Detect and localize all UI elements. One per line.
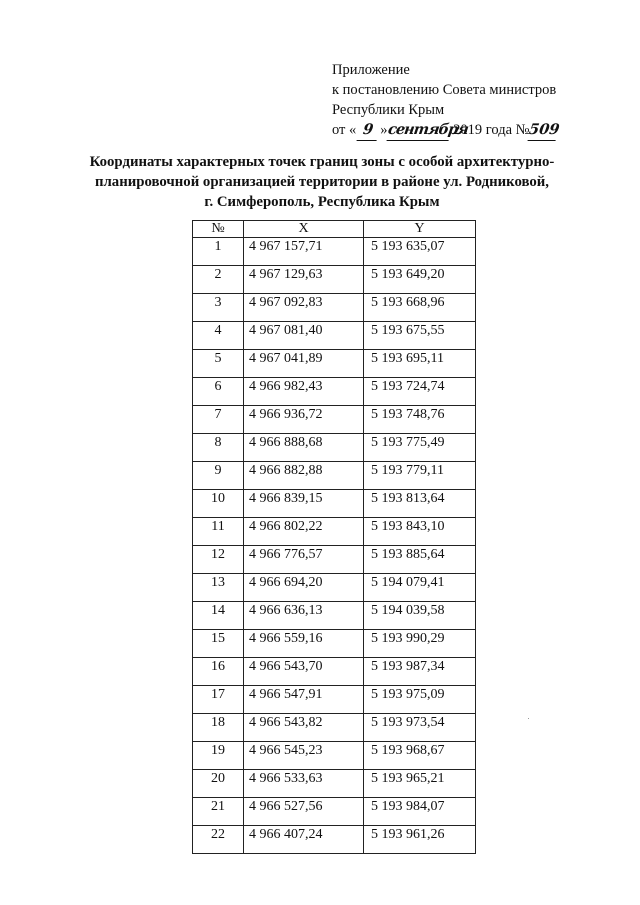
table-row [193, 266, 476, 294]
handwritten-month: сентября [386, 120, 451, 141]
coord-y: 5 194 039,58 [364, 602, 476, 630]
coord-y: 5 193 973,54 [364, 714, 476, 742]
table-row [193, 294, 476, 322]
coord-x: 4 966 636,13 [244, 602, 364, 630]
point-number: 16 [193, 658, 244, 686]
table-row [193, 770, 476, 798]
table-row [193, 462, 476, 490]
coord-x: 4 967 092,83 [244, 294, 364, 322]
coord-x: 4 966 527,56 [244, 798, 364, 826]
coord-y: 5 193 968,67 [364, 742, 476, 770]
coord-y: 5 193 961,26 [364, 826, 476, 854]
coord-x: 4 966 936,72 [244, 406, 364, 434]
table-row [193, 434, 476, 462]
table-row [193, 630, 476, 658]
point-number: 10 [193, 490, 244, 518]
table-row [193, 742, 476, 770]
coord-y: 5 193 843,10 [364, 518, 476, 546]
scan-speck [528, 718, 529, 719]
point-number: 14 [193, 602, 244, 630]
coord-y: 5 193 724,74 [364, 378, 476, 406]
coord-y: 5 193 695,11 [364, 350, 476, 378]
handwritten-day: 9 [357, 120, 380, 141]
coord-x: 4 966 802,22 [244, 518, 364, 546]
point-number: 17 [193, 686, 244, 714]
point-number: 7 [193, 406, 244, 434]
date-line [332, 120, 562, 141]
point-number: 20 [193, 770, 244, 798]
header-number: № [193, 221, 244, 238]
resolution-reference: к постановлению Совета министров [332, 82, 557, 98]
table-body [193, 238, 476, 854]
coord-x: 4 967 157,71 [244, 238, 364, 266]
document-title [40, 152, 604, 212]
table-row [193, 658, 476, 686]
point-number: 2 [193, 266, 244, 294]
coord-x: 4 967 129,63 [244, 266, 364, 294]
point-number: 18 [193, 714, 244, 742]
table-row [193, 350, 476, 378]
table-row [193, 714, 476, 742]
table-row [193, 518, 476, 546]
coord-y: 5 193 975,09 [364, 686, 476, 714]
coord-x: 4 966 547,91 [244, 686, 364, 714]
point-number: 12 [193, 546, 244, 574]
table-header-row [193, 221, 476, 238]
coord-y: 5 193 965,21 [364, 770, 476, 798]
table-row [193, 826, 476, 854]
point-number: 21 [193, 798, 244, 826]
coord-x: 4 966 776,57 [244, 546, 364, 574]
coord-x: 4 966 882,88 [244, 462, 364, 490]
point-number: 9 [193, 462, 244, 490]
coord-y: 5 193 635,07 [364, 238, 476, 266]
table-row [193, 490, 476, 518]
table-row [193, 238, 476, 266]
title-line-3: г. Симферополь, Республика Крым [204, 194, 440, 210]
handwritten-number: 509 [528, 120, 559, 141]
coord-x: 4 966 543,82 [244, 714, 364, 742]
table-row [193, 322, 476, 350]
point-number: 19 [193, 742, 244, 770]
point-number: 5 [193, 350, 244, 378]
date-prefix: от « [332, 122, 357, 138]
date-mid: » [380, 122, 388, 138]
point-number: 4 [193, 322, 244, 350]
appendix-label: Приложение [332, 62, 410, 78]
coord-x: 4 966 559,16 [244, 630, 364, 658]
point-number: 13 [193, 574, 244, 602]
table-row [193, 378, 476, 406]
coord-x: 4 966 545,23 [244, 742, 364, 770]
point-number: 22 [193, 826, 244, 854]
point-number: 6 [193, 378, 244, 406]
coord-x: 4 966 533,63 [244, 770, 364, 798]
republic-name: Республики Крым [332, 102, 445, 118]
coord-y: 5 193 779,11 [364, 462, 476, 490]
coord-x: 4 966 982,43 [244, 378, 364, 406]
coord-y: 5 193 813,64 [364, 490, 476, 518]
coord-y: 5 193 984,07 [364, 798, 476, 826]
table-row [193, 406, 476, 434]
table-row [193, 686, 476, 714]
title-line-1: Координаты характерных точек границ зоны с особой архитектурно- [89, 154, 555, 170]
point-number: 15 [193, 630, 244, 658]
coord-x: 4 966 888,68 [244, 434, 364, 462]
point-number: 11 [193, 518, 244, 546]
coord-y: 5 193 990,29 [364, 630, 476, 658]
coord-y: 5 193 675,55 [364, 322, 476, 350]
table-row [193, 574, 476, 602]
year-text: 2019 года № [453, 122, 530, 138]
coord-x: 4 966 694,20 [244, 574, 364, 602]
coord-x: 4 967 041,89 [244, 350, 364, 378]
table-row [193, 798, 476, 826]
coordinates-table [192, 220, 476, 854]
coord-x: 4 966 543,70 [244, 658, 364, 686]
table-row [193, 602, 476, 630]
coord-y: 5 193 775,49 [364, 434, 476, 462]
appendix-header [332, 60, 562, 141]
coord-y: 5 193 987,34 [364, 658, 476, 686]
coord-x: 4 967 081,40 [244, 322, 364, 350]
coord-x: 4 966 839,15 [244, 490, 364, 518]
coord-y: 5 193 885,64 [364, 546, 476, 574]
coord-y: 5 193 668,96 [364, 294, 476, 322]
coord-y: 5 193 649,20 [364, 266, 476, 294]
point-number: 8 [193, 434, 244, 462]
coord-y: 5 193 748,76 [364, 406, 476, 434]
coord-y: 5 194 079,41 [364, 574, 476, 602]
table-row [193, 546, 476, 574]
header-x: X [244, 221, 364, 238]
coord-x: 4 966 407,24 [244, 826, 364, 854]
point-number: 3 [193, 294, 244, 322]
point-number: 1 [193, 238, 244, 266]
title-line-2: планировочной организацией территории в районе ул. Родниковой, [94, 174, 549, 190]
header-y: Y [364, 221, 476, 238]
